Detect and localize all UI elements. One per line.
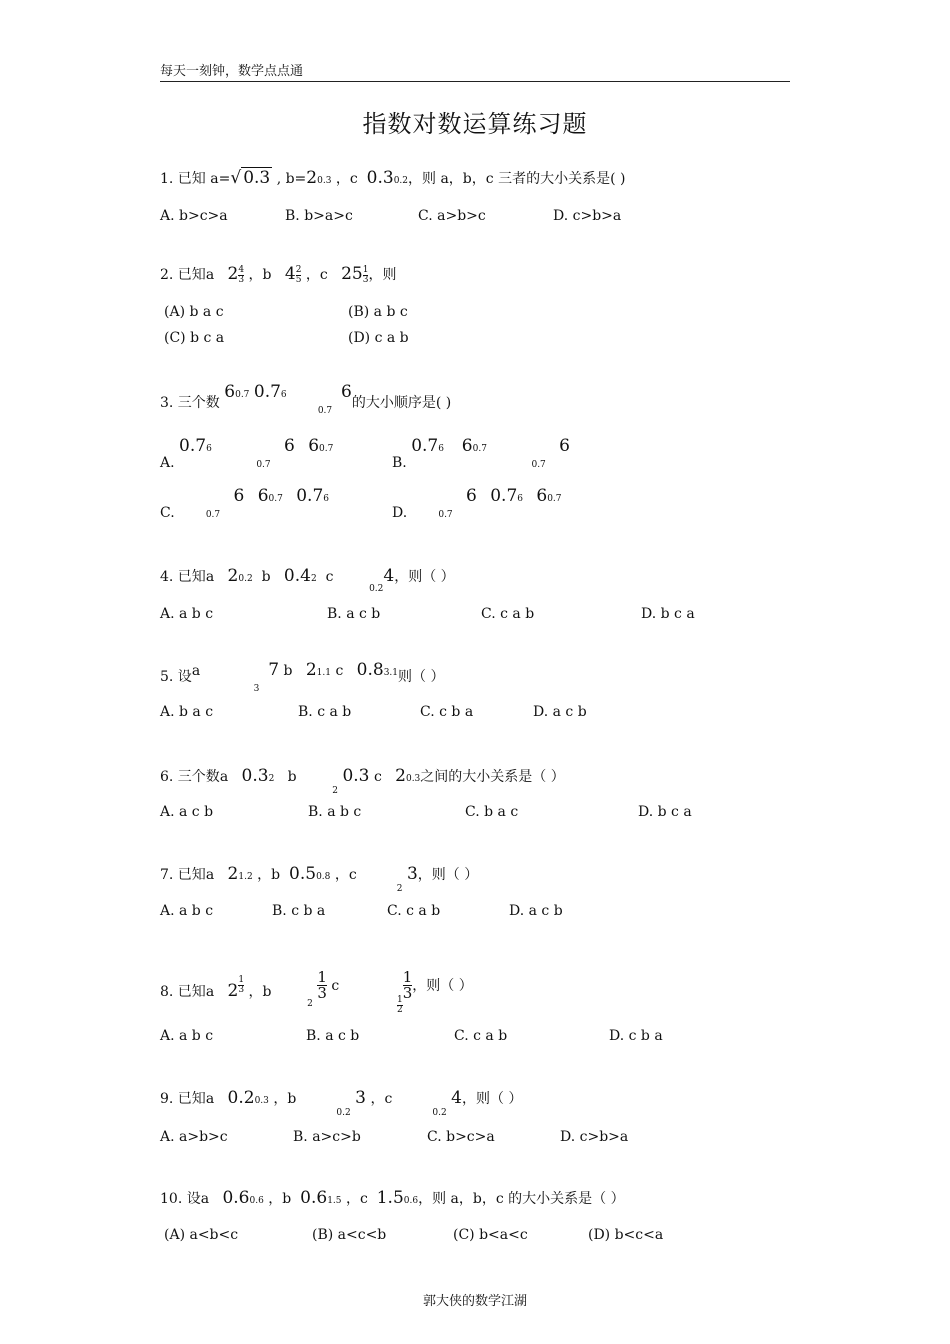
q4-a-base: 2 xyxy=(227,566,239,586)
q9-option-d[interactable]: D. c>b>a xyxy=(560,1129,629,1145)
q1-number: 1. 已知 xyxy=(160,171,206,187)
q3-c-t2-base: 6 xyxy=(257,486,269,506)
q8-c-label: c xyxy=(331,977,340,994)
q5-c-base: 0.8 xyxy=(356,660,384,680)
q3-term2-exp: 6 xyxy=(280,390,287,400)
q2-option-c[interactable]: (C) b c a xyxy=(164,330,225,346)
q8-b-num: 1 xyxy=(317,968,327,986)
q3-d-t2-exp: 6 xyxy=(517,494,523,504)
q4-option-b[interactable]: B. a c b xyxy=(327,606,381,622)
question-4 xyxy=(160,566,455,594)
question-9 xyxy=(160,1088,523,1118)
q3-number: 3. 三个数 xyxy=(160,395,220,411)
q3-a-t3-base: 6 xyxy=(308,436,320,456)
q1-option-a[interactable]: A. b>c>a xyxy=(160,208,228,224)
q6-c-label: c xyxy=(373,769,382,785)
q5-c-exp: 3.1 xyxy=(383,668,399,678)
q2-b-label: ，b xyxy=(248,267,272,283)
q3-c-t3-base: 0.7 xyxy=(296,486,324,506)
q3-b-t2-base: 6 xyxy=(461,436,473,456)
q1-option-b[interactable]: B. b>a>c xyxy=(285,208,353,224)
q7-option-c[interactable]: C. c a b xyxy=(387,903,441,919)
q7-a-exp: 1.2 xyxy=(238,872,253,882)
q2-b-exp-num: 2 xyxy=(295,264,302,275)
q5-a-log-base: 3 xyxy=(253,684,260,694)
q5-option-a[interactable]: A. b a c xyxy=(160,704,214,720)
sqrt-icon: √ xyxy=(230,168,242,188)
q3-tail: 的大小顺序是( ) xyxy=(351,395,452,411)
q1-tail: ，则 a，b，c 三者的大小关系是( ) xyxy=(408,171,626,187)
q6-b-label: b xyxy=(287,769,297,785)
page-header: 每天一刻钟，数学点点通 xyxy=(160,60,790,82)
q3-c-t2-exp: 0.7 xyxy=(268,494,283,504)
question-6 xyxy=(160,766,565,796)
q3-option-c[interactable] xyxy=(160,486,329,521)
q3-d-t1-log-base: 0.7 xyxy=(438,510,453,520)
q7-option-a[interactable]: A. a b c xyxy=(160,903,214,919)
q5-option-d[interactable]: D. a c b xyxy=(533,704,587,720)
q8-c-log-base-den: 2 xyxy=(397,1005,403,1015)
q5-option-b[interactable]: B. c a b xyxy=(298,704,352,720)
q6-a-base: 0.3 xyxy=(241,766,269,786)
q5-b-base: 2 xyxy=(305,660,317,680)
q6-tail: 之间的大小关系是（ ） xyxy=(420,769,565,785)
q2-b-base: 4 xyxy=(284,264,296,284)
q3-b-t3-arg: 6 xyxy=(559,436,570,456)
q8-a-base: 2 xyxy=(227,980,239,1001)
q10-option-c[interactable]: (C) b<a<c xyxy=(453,1227,528,1243)
q3-option-b[interactable] xyxy=(392,436,570,471)
q9-b-log-base: 0.2 xyxy=(336,1108,351,1118)
q8-number: 8. 已知 xyxy=(160,983,206,1000)
question-5 xyxy=(160,660,445,694)
q10-c-exp: 0.6 xyxy=(403,1196,419,1206)
q9-option-c[interactable]: C. b>c>a xyxy=(427,1129,495,1145)
q10-option-d[interactable]: (D) b<c<a xyxy=(588,1227,664,1243)
q10-a-base: 0.6 xyxy=(222,1188,250,1208)
question-2 xyxy=(160,264,396,285)
q3-a-t3-exp: 0.7 xyxy=(319,444,334,454)
q4-b-exp: 2 xyxy=(310,574,317,584)
q1-c-base: 0.3 xyxy=(366,168,394,188)
q9-option-a[interactable]: A. a>b>c xyxy=(160,1129,228,1145)
q6-a-label: a xyxy=(219,769,229,785)
q2-a-exp-num: 4 xyxy=(238,264,245,275)
q3-b-t3-log-base: 0.7 xyxy=(531,460,546,470)
q4-option-a[interactable]: A. a b c xyxy=(160,606,214,622)
q2-b-exp-den: 5 xyxy=(295,274,302,285)
q9-c-label: ，c xyxy=(370,1091,393,1107)
q6-a-exp: 2 xyxy=(268,774,275,784)
q3-a-t2-log-base: 0.7 xyxy=(256,460,271,470)
q10-option-b[interactable]: (B) a<c<b xyxy=(312,1227,387,1243)
q7-tail: ，则（ ） xyxy=(417,867,479,883)
q1-option-d[interactable]: D. c>b>a xyxy=(553,208,622,224)
q2-number: 2. 已知 xyxy=(160,267,206,283)
q6-c-base: 2 xyxy=(395,766,406,786)
q9-c-log-base: 0.2 xyxy=(432,1108,447,1118)
q4-b-base: 0.4 xyxy=(283,566,311,586)
page-footer: 郭大侠的数学江湖 xyxy=(422,1294,527,1309)
q8-option-d[interactable]: D. c b a xyxy=(609,1028,663,1044)
q2-a-label: a xyxy=(205,267,215,283)
question-8 xyxy=(160,960,473,1015)
q4-c-arg: 4 xyxy=(383,566,395,586)
q7-option-d[interactable]: D. a c b xyxy=(509,903,563,919)
q2-c-exp-num: 1 xyxy=(362,264,369,275)
q3-a-label: A. xyxy=(160,455,175,471)
q2-c-base: 25 xyxy=(341,264,363,284)
q6-option-d[interactable]: D. b c a xyxy=(638,804,692,820)
q3-b-t1-base: 0.7 xyxy=(411,436,439,456)
q4-option-d[interactable]: D. b c a xyxy=(641,606,695,622)
q6-option-c[interactable]: C. b a c xyxy=(465,804,519,820)
q5-b-label: b xyxy=(283,663,293,679)
q3-c-t1-arg: 6 xyxy=(233,486,245,506)
q6-b-arg: 0.3 xyxy=(342,766,370,786)
q6-c-exp: 0.3 xyxy=(405,774,421,784)
q2-a-base: 2 xyxy=(227,264,239,284)
q8-option-c[interactable]: C. c a b xyxy=(454,1028,508,1044)
q10-option-a[interactable]: (A) a<b<c xyxy=(164,1227,239,1243)
q3-option-d[interactable] xyxy=(392,486,562,521)
q4-b-label: b xyxy=(261,569,271,585)
q3-c-t1-log-base: 0.7 xyxy=(205,510,221,520)
q7-option-b[interactable]: B. c b a xyxy=(272,903,326,919)
q6-option-a[interactable]: A. a c b xyxy=(160,804,214,820)
q8-c-log-base-num: 1 xyxy=(397,995,403,1005)
q3-term3-arg: 6 xyxy=(341,382,352,402)
q8-b-den: 3 xyxy=(317,984,327,1002)
q3-a-t1-base: 0.7 xyxy=(179,436,207,456)
q10-b-exp: 1.5 xyxy=(327,1196,342,1206)
q9-c-arg: 4 xyxy=(451,1088,462,1108)
q5-a-label: a xyxy=(191,663,201,679)
q5-option-c[interactable]: C. c b a xyxy=(420,704,474,720)
q5-tail: 则（ ） xyxy=(398,669,445,685)
q3-a-t1-exp: 6 xyxy=(206,444,212,454)
question-10 xyxy=(160,1188,625,1208)
q2-c-exp-den: 3 xyxy=(362,274,369,285)
q6-b-log-base: 2 xyxy=(332,786,338,796)
question-3 xyxy=(160,382,452,416)
q8-c-den: 3 xyxy=(402,984,413,1002)
q8-a-exp-num: 1 xyxy=(238,975,245,985)
q9-a-exp: 0.3 xyxy=(254,1096,269,1106)
question-7 xyxy=(160,864,479,894)
q5-b-exp: 1.1 xyxy=(316,668,331,678)
q7-number: 7. 已知 xyxy=(160,867,206,883)
q9-b-arg: 3 xyxy=(355,1088,366,1108)
q8-b-log-base: 2 xyxy=(307,998,313,1009)
q7-a-label: a xyxy=(205,867,215,883)
q3-d-t3-exp: 0.7 xyxy=(547,494,562,504)
q4-c-label: c xyxy=(325,569,334,585)
q4-a-exp: 0.2 xyxy=(238,574,253,584)
q1-a-label: a= xyxy=(210,171,231,187)
q10-c-label: ，c xyxy=(345,1191,368,1207)
q4-c-log-base: 0.2 xyxy=(369,584,384,594)
q2-option-d[interactable]: (D) c a b xyxy=(348,330,409,346)
q9-a-base: 0.2 xyxy=(227,1088,255,1108)
q10-b-label: ，b xyxy=(268,1191,292,1207)
q3-option-a[interactable] xyxy=(160,436,334,471)
q7-b-label: ，b xyxy=(257,867,281,883)
q9-tail: ，则（ ） xyxy=(461,1091,523,1107)
q8-option-a[interactable]: A. a b c xyxy=(160,1028,214,1044)
q1-b-label: , b= xyxy=(276,171,307,187)
q1-b-exp: 0.3 xyxy=(317,176,332,186)
q8-a-label: a xyxy=(205,983,215,1000)
q6-number: 6. 三个数 xyxy=(160,769,220,785)
q3-d-t1-arg: 6 xyxy=(466,486,477,506)
q5-number: 5. 设 xyxy=(160,669,192,685)
q3-a-t2-arg: 6 xyxy=(284,436,295,456)
q10-b-base: 0.6 xyxy=(300,1188,328,1208)
page-title: 指数对数运算练习题 xyxy=(362,110,588,138)
q2-c-label: ，c xyxy=(305,267,328,283)
q3-b-label: B. xyxy=(392,455,407,471)
q1-b-base: 2 xyxy=(306,168,318,188)
q2-tail: ，则 xyxy=(368,267,397,283)
q6-option-b[interactable]: B. a b c xyxy=(308,804,362,820)
q8-option-b[interactable]: B. a c b xyxy=(306,1028,360,1044)
q9-a-label: a xyxy=(205,1091,215,1107)
question-1 xyxy=(160,168,625,188)
q1-c-exp: 0.2 xyxy=(393,176,409,186)
q7-c-arg: 3 xyxy=(406,864,418,884)
q8-tail: ，则（ ） xyxy=(412,977,473,994)
q3-term3-log-base: 0.7 xyxy=(317,406,333,416)
q10-a-exp: 0.6 xyxy=(249,1196,264,1206)
q1-option-c[interactable]: C. a>b>c xyxy=(418,208,486,224)
q3-term2-base: 0.7 xyxy=(253,382,281,402)
q2-a-exp-den: 3 xyxy=(238,274,245,285)
q3-c-label: C. xyxy=(160,505,175,521)
q8-c-num: 1 xyxy=(402,968,413,986)
q1-c-label: ，c xyxy=(335,171,358,187)
q3-c-t3-exp: 6 xyxy=(323,494,329,504)
q8-a-exp-den: 3 xyxy=(238,985,245,995)
q1-a-radicand: 0.3 xyxy=(243,168,271,188)
q9-number: 9. 已知 xyxy=(160,1091,206,1107)
q10-a-label: a xyxy=(200,1191,210,1207)
q4-number: 4. 已知 xyxy=(160,569,206,585)
q7-b-base: 0.5 xyxy=(289,864,317,884)
q3-d-t3-base: 6 xyxy=(536,486,548,506)
q3-term1-base: 6 xyxy=(224,382,236,402)
q5-c-label: c xyxy=(335,663,344,679)
q3-d-t2-base: 0.7 xyxy=(490,486,518,506)
q4-a-label: a xyxy=(205,569,215,585)
q3-b-t2-exp: 0.7 xyxy=(472,444,487,454)
q10-tail: ，则 a，b，c 的大小关系是（ ） xyxy=(418,1191,625,1207)
q10-c-base: 1.5 xyxy=(376,1188,404,1208)
q3-term1-exp: 0.7 xyxy=(235,390,250,400)
q7-b-exp: 0.8 xyxy=(316,872,331,882)
q7-c-log-base: 2 xyxy=(396,884,403,894)
q8-b-label: ，b xyxy=(248,983,272,1000)
q4-tail: ，则（ ） xyxy=(394,569,455,585)
q4-option-c[interactable]: C. c a b xyxy=(481,606,535,622)
q7-c-label: ，c xyxy=(334,867,357,883)
q9-b-label: ，b xyxy=(273,1091,297,1107)
q2-option-b[interactable]: (B) a b c xyxy=(348,304,408,320)
q3-b-t1-exp: 6 xyxy=(438,444,444,454)
q5-a-arg: 7 xyxy=(268,660,280,680)
q9-option-b[interactable]: B. a>c>b xyxy=(293,1129,361,1145)
q7-a-base: 2 xyxy=(227,864,239,884)
q2-option-a[interactable]: (A) b a c xyxy=(164,304,224,320)
q3-d-label: D. xyxy=(392,505,408,521)
q10-number: 10. 设 xyxy=(160,1191,201,1207)
